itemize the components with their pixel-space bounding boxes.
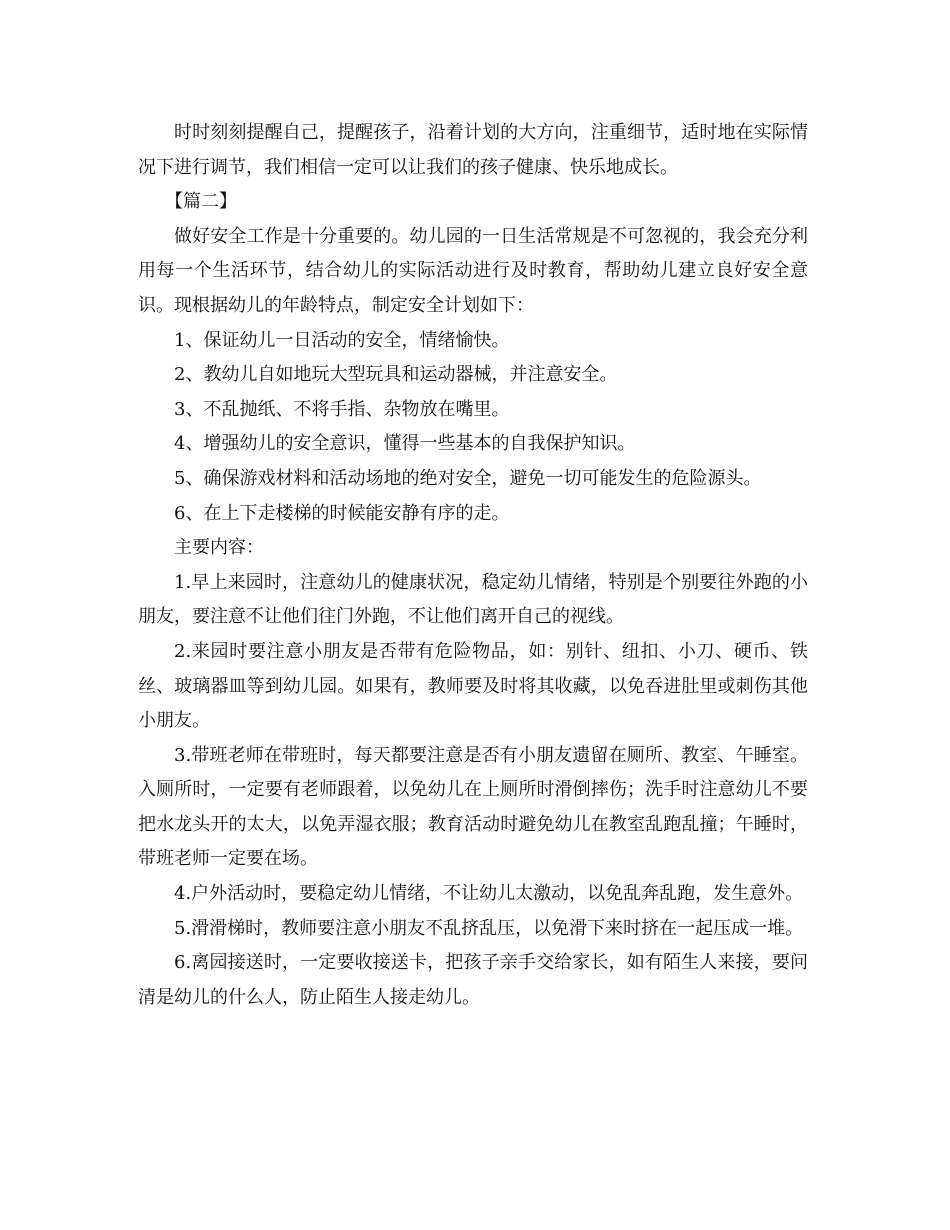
- paragraph-intro-continuation: 时时刻刻提醒自己，提醒孩子，沿着计划的大方向，注重细节，适时地在实际情况下进行调节，我们相信一定可以让我们的孩子健康、快乐地成长。: [138, 122, 808, 178]
- list-item-goal-5: 5、确保游戏材料和活动场地的绝对安全，避免一切可能发生的危险源头。: [174, 467, 762, 489]
- subheading-main-content: 主要内容：: [174, 537, 264, 559]
- list-item-content-5: 5.滑滑梯时，教师要注意小朋友不乱挤乱压，以免滑下来时挤在一起压成一堆。: [174, 917, 804, 939]
- list-item-goal-6: 6、在上下走楼梯的时候能安静有序的走。: [174, 502, 510, 524]
- list-item-content-4: 4.户外活动时，要稳定幼儿情绪，不让幼儿太激动，以免乱奔乱跑，发生意外。: [174, 883, 804, 905]
- list-item-goal-1: 1、保证幼儿一日活动的安全，情绪愉快。: [174, 329, 510, 351]
- list-item-content-3: 3.带班老师在带班时，每天都要注意是否有小朋友遗留在厕所、教室、午睡室。入厕所时，一定要有老师跟着，以免幼儿在上厕所时滑倒摔伤；洗手时注意幼儿不要把水龙头开的太大，以免弄湿衣服；教育活动时避免幼儿在教室乱跑乱撞；午睡时，带班老师一定要在场。: [138, 744, 808, 870]
- document-body: [138, 116, 808, 1015]
- list-item-goal-4: 4、增强幼儿的安全意识，懂得一些基本的自我保护知识。: [174, 433, 636, 455]
- list-item-content-1: 1.早上来园时，注意幼儿的健康状况，稳定幼儿情绪，特别是个别要往外跑的小朋友，要注意不让他们往门外跑，不让他们离开自己的视线。: [138, 571, 808, 628]
- list-item-content-2: 2.来园时要注意小朋友是否带有危险物品，如：别针、纽扣、小刀、硬币、铁丝、玻璃器皿等到幼儿园。如果有，教师要及时将其收藏，以免吞进肚里或刺伤其他小朋友。: [138, 640, 808, 732]
- list-item-goal-2: 2、教幼儿自如地玩大型玩具和运动器械，并注意安全。: [174, 364, 618, 386]
- list-item-goal-3: 3、不乱抛纸、不将手指、杂物放在嘴里。: [174, 398, 510, 420]
- section-heading: 【篇二】: [165, 191, 237, 213]
- paragraph-overview: 做好安全工作是十分重要的。幼儿园的一日生活常规是不可忽视的，我会充分利用每一个生活环节，结合幼儿的实际活动进行及时教育，帮助幼儿建立良好安全意识。现根据幼儿的年龄特点，制定安全计划如下：: [138, 225, 808, 316]
- list-item-content-6: 6.离园接送时，一定要收接送卡，把孩子亲手交给家长，如有陌生人来接，要问清是幼儿的什么人，防止陌生人接走幼儿。: [138, 952, 808, 1008]
